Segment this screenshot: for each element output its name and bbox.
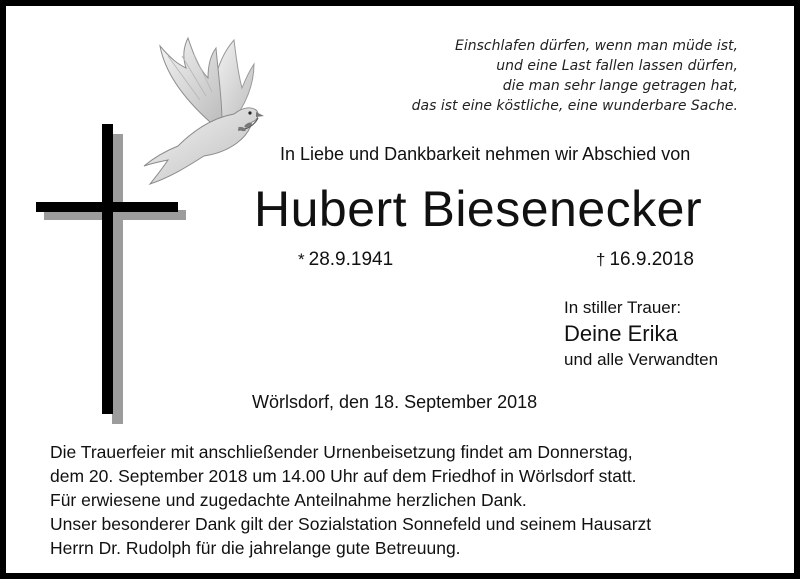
closing-line: Herrn Dr. Rudolph für die jahrelange gute Betreuung. [50, 538, 461, 558]
place-and-date: Wörlsdorf, den 18. September 2018 [252, 392, 538, 412]
mourners-primary: Deine Erika [564, 321, 678, 346]
poem-line: die man sehr lange getragen hat, [502, 78, 738, 94]
mourners-others: und alle Verwandten [564, 350, 719, 369]
closing-line: Unser besonderer Dank gilt der Sozialstation Sonnefeld und seinem Hausarzt [50, 514, 652, 534]
birth-date-value: 28.9.1941 [308, 249, 394, 270]
deceased-name: Hubert Biesenecker [254, 181, 703, 237]
poem-line: und eine Last fallen lassen dürfen, [496, 58, 738, 74]
mourners [564, 296, 718, 372]
birth-date [298, 249, 393, 271]
closing-line: Die Trauerfeier mit anschließender Urnenbeisetzung findet am Donnerstag, [50, 442, 633, 462]
closing-text [50, 440, 651, 560]
death-date-value: 16.9.2018 [609, 249, 694, 270]
closing-line: Für erwiesene und zugedachte Anteilnahme herzlichen Dank. [50, 490, 527, 510]
death-symbol: † [596, 250, 606, 269]
poem [412, 36, 738, 116]
poem-line: Einschlafen dürfen, wenn man müde ist, [454, 38, 738, 54]
death-date [596, 249, 694, 271]
poem-line: das ist eine köstliche, eine wunderbare Sache. [411, 98, 738, 114]
intro-text: In Liebe und Dankbarkeit nehmen wir Abschied von [280, 144, 691, 164]
mourners-heading: In stiller Trauer: [564, 298, 682, 317]
closing-line: dem 20. September 2018 um 14.00 Uhr auf dem Friedhof in Wörlsdorf statt. [50, 466, 637, 486]
cross-icon [36, 124, 186, 429]
birth-symbol: * [298, 250, 305, 269]
